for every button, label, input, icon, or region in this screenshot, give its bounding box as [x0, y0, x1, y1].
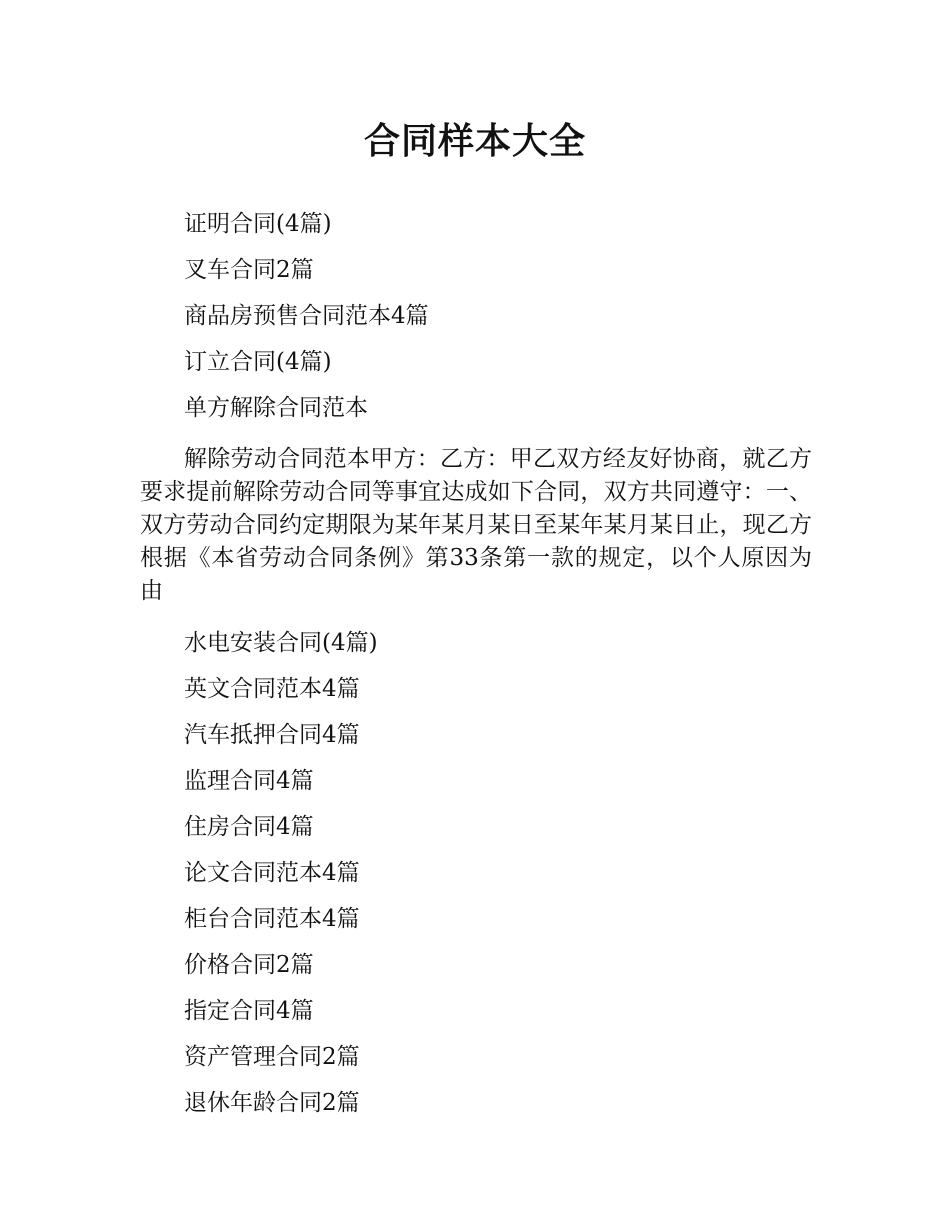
list-item: 论文合同范本4篇	[184, 860, 360, 886]
body-paragraph: 解除劳动合同范本甲方：乙方：甲乙双方经友好协商，就乙方要求提前解除劳动合同等事宜达成如下合同，双方共同遵守：一、双方劳动合同约定期限为某年某月某日至某年某月某日止，现乙方根据《本省劳动合同条例》第33条第一款的规定，以个人原因为由	[140, 446, 812, 604]
list-item: 水电安装合同(4篇)	[184, 630, 378, 656]
list-item: 住房合同4篇	[184, 814, 314, 840]
list-item: 指定合同4篇	[184, 998, 314, 1024]
list-item: 单方解除合同范本	[184, 395, 368, 421]
list-item: 叉车合同2篇	[184, 257, 314, 283]
list-item: 商品房预售合同范本4篇	[184, 303, 429, 329]
document-body	[140, 201, 812, 1126]
list-item: 资产管理合同2篇	[184, 1044, 360, 1070]
list-item: 退休年龄合同2篇	[184, 1090, 360, 1116]
list-item: 监理合同4篇	[184, 768, 314, 794]
list-item: 柜台合同范本4篇	[184, 906, 360, 932]
list-item: 英文合同范本4篇	[184, 676, 360, 702]
list-item: 价格合同2篇	[184, 952, 314, 978]
list-item: 订立合同(4篇)	[184, 349, 332, 375]
list-item: 证明合同(4篇)	[184, 211, 332, 237]
list-item: 汽车抵押合同4篇	[184, 722, 360, 748]
page-title: 合同样本大全	[363, 121, 586, 162]
